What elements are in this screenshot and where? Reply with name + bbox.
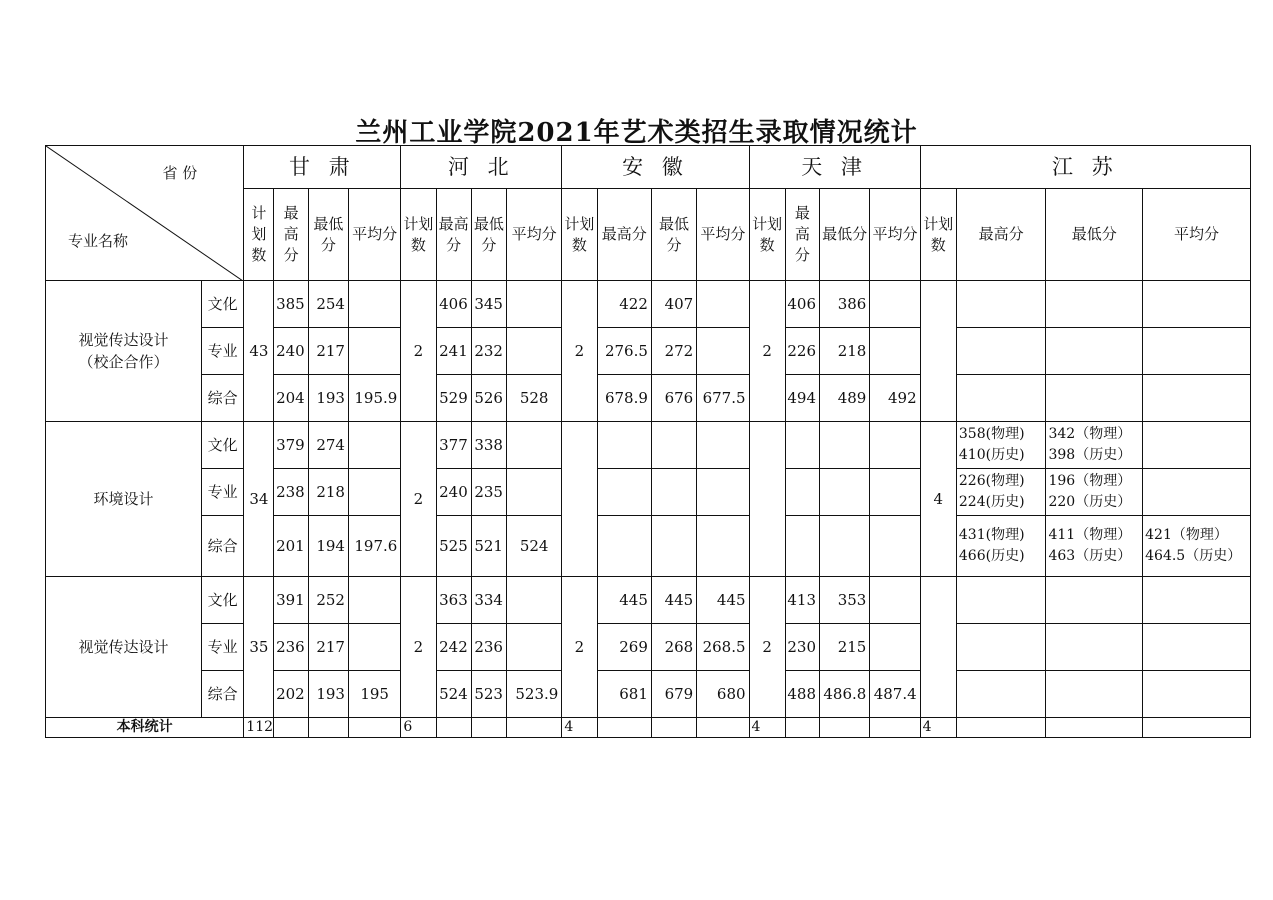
score-cell: 217 — [308, 328, 348, 375]
summary-empty — [308, 718, 348, 738]
score-cell — [785, 422, 819, 469]
score-cell — [820, 422, 870, 469]
table-row — [46, 671, 1251, 718]
row-type: 综合 — [202, 516, 244, 577]
score-cell — [870, 577, 920, 624]
score-cell — [1046, 624, 1143, 671]
score-physics: 411（物理） — [1048, 527, 1132, 543]
score-cell: 197.6 — [348, 516, 400, 577]
score-physics: 431(物理) — [958, 527, 1025, 543]
score-cell — [1046, 422, 1143, 469]
plan-count — [920, 281, 956, 422]
plan-count: 35 — [244, 577, 274, 718]
score-cell — [956, 469, 1046, 516]
score-cell — [348, 422, 400, 469]
score-cell: 242 — [436, 624, 471, 671]
col-plan: 计划数 — [749, 189, 785, 281]
score-cell — [1143, 469, 1251, 516]
score-cell: 268.5 — [697, 624, 749, 671]
score-cell — [697, 328, 749, 375]
score-cell: 363 — [436, 577, 471, 624]
plan-count: 2 — [401, 422, 436, 577]
row-type: 专业 — [202, 328, 244, 375]
score-cell: 353 — [820, 577, 870, 624]
score-cell: 386 — [820, 281, 870, 328]
score-cell: 276.5 — [597, 328, 651, 375]
major-name: 环境设计 — [46, 422, 202, 577]
score-cell — [785, 469, 819, 516]
major-name: 视觉传达设计 — [46, 577, 202, 718]
score-cell: 230 — [785, 624, 819, 671]
summary-empty — [785, 718, 819, 738]
score-cell: 195.9 — [348, 375, 400, 422]
score-cell: 338 — [471, 422, 506, 469]
score-cell — [1046, 516, 1143, 577]
score-cell: 413 — [785, 577, 819, 624]
score-cell: 379 — [274, 422, 308, 469]
score-cell — [870, 422, 920, 469]
table-row — [46, 577, 1251, 624]
score-cell: 345 — [471, 281, 506, 328]
plan-count: 34 — [244, 422, 274, 577]
score-cell — [1143, 422, 1251, 469]
corner-major-label: 专业名称 — [68, 232, 129, 250]
summary-empty — [506, 718, 561, 738]
col-avg: 平均分 — [348, 189, 400, 281]
province-anhui: 安 徽 — [562, 146, 749, 189]
summary-empty — [820, 718, 870, 738]
score-cell — [870, 516, 920, 577]
score-cell: 240 — [436, 469, 471, 516]
score-cell — [651, 516, 696, 577]
col-min: 最低分 — [471, 189, 506, 281]
score-cell — [1143, 375, 1251, 422]
score-cell — [1143, 577, 1251, 624]
score-cell — [956, 671, 1046, 718]
province-header-row — [46, 146, 1251, 189]
score-cell: 406 — [785, 281, 819, 328]
summary-jiangsu: 4 — [920, 718, 956, 738]
score-cell: 445 — [597, 577, 651, 624]
score-cell: 524 — [506, 516, 561, 577]
score-cell: 268 — [651, 624, 696, 671]
score-cell — [348, 328, 400, 375]
plan-count — [562, 422, 597, 577]
score-cell: 269 — [597, 624, 651, 671]
score-cell — [651, 422, 696, 469]
plan-count: 2 — [401, 577, 436, 718]
table-row — [46, 422, 1251, 469]
score-cell — [348, 469, 400, 516]
score-cell — [820, 469, 870, 516]
score-physics: 196（物理） — [1048, 473, 1132, 489]
summary-empty — [274, 718, 308, 738]
col-min: 最低分 — [1046, 189, 1143, 281]
score-cell: 218 — [308, 469, 348, 516]
col-min: 最低分 — [651, 189, 696, 281]
summary-empty — [348, 718, 400, 738]
score-cell: 236 — [274, 624, 308, 671]
score-cell — [348, 281, 400, 328]
province-jiangsu: 江 苏 — [920, 146, 1250, 189]
score-cell: 391 — [274, 577, 308, 624]
score-cell — [597, 516, 651, 577]
score-cell: 193 — [308, 671, 348, 718]
plan-count: 2 — [562, 577, 597, 718]
score-cell: 334 — [471, 577, 506, 624]
score-cell: 486.8 — [820, 671, 870, 718]
col-max: 最高分 — [436, 189, 471, 281]
score-cell — [956, 516, 1046, 577]
score-cell: 526 — [471, 375, 506, 422]
score-cell — [697, 281, 749, 328]
score-cell — [506, 577, 561, 624]
score-history: 224(历史) — [958, 494, 1025, 510]
province-tianjin: 天 津 — [749, 146, 920, 189]
score-history: 463（历史） — [1048, 548, 1132, 564]
score-cell: 193 — [308, 375, 348, 422]
score-cell: 194 — [308, 516, 348, 577]
table-row — [46, 469, 1251, 516]
score-cell — [651, 469, 696, 516]
row-type: 文化 — [202, 281, 244, 328]
score-cell — [870, 328, 920, 375]
score-cell — [597, 422, 651, 469]
col-plan: 计划数 — [562, 189, 597, 281]
score-cell: 494 — [785, 375, 819, 422]
score-cell: 232 — [471, 328, 506, 375]
score-physics: 421（物理） — [1145, 527, 1228, 543]
score-cell: 523.9 — [506, 671, 561, 718]
score-cell: 407 — [651, 281, 696, 328]
score-cell: 218 — [820, 328, 870, 375]
summary-row — [46, 718, 1251, 738]
score-cell: 445 — [697, 577, 749, 624]
score-cell — [1046, 328, 1143, 375]
score-cell: 241 — [436, 328, 471, 375]
col-plan: 计划数 — [401, 189, 436, 281]
major-name: 视觉传达设计 （校企合作） — [46, 281, 202, 422]
score-cell — [348, 624, 400, 671]
plan-count: 2 — [749, 577, 785, 718]
row-type: 专业 — [202, 624, 244, 671]
score-cell: 525 — [436, 516, 471, 577]
summary-empty — [651, 718, 696, 738]
col-max: 最高分 — [785, 189, 819, 281]
score-cell — [597, 469, 651, 516]
col-max: 最高分 — [956, 189, 1046, 281]
score-history: 464.5（历史） — [1145, 548, 1242, 564]
summary-gansu: 112 — [244, 718, 274, 738]
plan-count: 43 — [244, 281, 274, 422]
corner-diagonal — [46, 146, 243, 281]
score-cell: 274 — [308, 422, 348, 469]
col-avg: 平均分 — [870, 189, 920, 281]
score-cell — [348, 577, 400, 624]
row-type: 文化 — [202, 422, 244, 469]
score-cell — [956, 624, 1046, 671]
row-type: 综合 — [202, 375, 244, 422]
col-avg: 平均分 — [697, 189, 749, 281]
score-cell: 487.4 — [870, 671, 920, 718]
score-cell: 236 — [471, 624, 506, 671]
score-cell — [1046, 375, 1143, 422]
summary-empty — [597, 718, 651, 738]
score-cell — [956, 281, 1046, 328]
score-cell — [1046, 671, 1143, 718]
score-cell: 240 — [274, 328, 308, 375]
score-cell: 489 — [820, 375, 870, 422]
score-cell: 217 — [308, 624, 348, 671]
col-min: 最低分 — [820, 189, 870, 281]
score-history: 410(历史) — [958, 447, 1025, 463]
page-title: 兰州工业学院2021年艺术类招生录取情况统计 — [355, 118, 918, 148]
score-cell: 488 — [785, 671, 819, 718]
plan-count — [920, 577, 956, 718]
col-max: 最高分 — [274, 189, 308, 281]
score-cell — [870, 469, 920, 516]
score-cell: 679 — [651, 671, 696, 718]
score-cell: 252 — [308, 577, 348, 624]
plan-count: 2 — [562, 281, 597, 422]
score-cell: 215 — [820, 624, 870, 671]
score-cell — [1143, 624, 1251, 671]
score-cell: 492 — [870, 375, 920, 422]
score-physics: 358(物理) — [958, 426, 1025, 442]
score-cell — [785, 516, 819, 577]
score-cell — [956, 422, 1046, 469]
summary-empty — [436, 718, 471, 738]
score-cell: 226 — [785, 328, 819, 375]
score-cell: 676 — [651, 375, 696, 422]
row-type: 文化 — [202, 577, 244, 624]
score-cell — [1143, 516, 1251, 577]
score-cell — [956, 375, 1046, 422]
score-cell: 406 — [436, 281, 471, 328]
score-cell: 202 — [274, 671, 308, 718]
summary-empty — [956, 718, 1046, 738]
summary-empty — [697, 718, 749, 738]
score-cell — [870, 624, 920, 671]
score-cell — [1046, 577, 1143, 624]
score-cell: 377 — [436, 422, 471, 469]
header-corner — [46, 146, 244, 281]
score-cell: 677.5 — [697, 375, 749, 422]
score-physics: 226(物理) — [958, 473, 1025, 489]
score-cell: 524 — [436, 671, 471, 718]
score-cell: 272 — [651, 328, 696, 375]
col-avg: 平均分 — [506, 189, 561, 281]
table-row — [46, 281, 1251, 328]
score-cell: 235 — [471, 469, 506, 516]
score-cell — [820, 516, 870, 577]
score-cell: 422 — [597, 281, 651, 328]
score-cell — [870, 281, 920, 328]
score-physics: 342（物理） — [1048, 426, 1132, 442]
score-cell — [506, 469, 561, 516]
summary-empty — [471, 718, 506, 738]
score-cell — [506, 328, 561, 375]
plan-count — [749, 422, 785, 577]
score-cell: 528 — [506, 375, 561, 422]
plan-count: 2 — [749, 281, 785, 422]
score-cell: 680 — [697, 671, 749, 718]
row-type: 专业 — [202, 469, 244, 516]
score-cell — [506, 624, 561, 671]
score-cell — [697, 422, 749, 469]
summary-empty — [1046, 718, 1143, 738]
table-row — [46, 516, 1251, 577]
score-cell — [956, 577, 1046, 624]
summary-empty — [870, 718, 920, 738]
score-cell: 204 — [274, 375, 308, 422]
score-cell: 238 — [274, 469, 308, 516]
score-history: 466(历史) — [958, 548, 1025, 564]
table-row — [46, 328, 1251, 375]
score-history: 398（历史） — [1048, 447, 1132, 463]
score-cell — [1143, 328, 1251, 375]
province-gansu: 甘 肃 — [244, 146, 401, 189]
col-max: 最高分 — [597, 189, 651, 281]
province-hebei: 河 北 — [401, 146, 562, 189]
score-cell: 201 — [274, 516, 308, 577]
score-cell: 385 — [274, 281, 308, 328]
score-cell: 523 — [471, 671, 506, 718]
score-cell — [697, 516, 749, 577]
col-min: 最低分 — [308, 189, 348, 281]
plan-count: 4 — [920, 422, 956, 577]
score-cell — [506, 281, 561, 328]
row-type: 综合 — [202, 671, 244, 718]
col-avg: 平均分 — [1143, 189, 1251, 281]
score-history: 220（历史） — [1048, 494, 1132, 510]
score-cell: 681 — [597, 671, 651, 718]
summary-label: 本科统计 — [46, 718, 244, 738]
corner-province-label: 省 份 — [162, 164, 198, 182]
score-cell: 195 — [348, 671, 400, 718]
score-cell — [956, 328, 1046, 375]
score-cell: 254 — [308, 281, 348, 328]
score-cell — [1046, 469, 1143, 516]
admission-table — [45, 145, 1251, 738]
summary-hebei: 6 — [401, 718, 436, 738]
score-cell — [1143, 281, 1251, 328]
summary-tianjin: 4 — [749, 718, 785, 738]
score-cell — [1046, 281, 1143, 328]
score-cell: 521 — [471, 516, 506, 577]
table-row — [46, 624, 1251, 671]
score-cell: 678.9 — [597, 375, 651, 422]
score-cell — [697, 469, 749, 516]
score-cell — [506, 422, 561, 469]
score-cell: 529 — [436, 375, 471, 422]
col-plan: 计划数 — [244, 189, 274, 281]
summary-anhui: 4 — [562, 718, 597, 738]
plan-count: 2 — [401, 281, 436, 422]
summary-empty — [1143, 718, 1251, 738]
table-row — [46, 375, 1251, 422]
score-cell — [1143, 671, 1251, 718]
col-plan: 计划数 — [920, 189, 956, 281]
score-cell: 445 — [651, 577, 696, 624]
